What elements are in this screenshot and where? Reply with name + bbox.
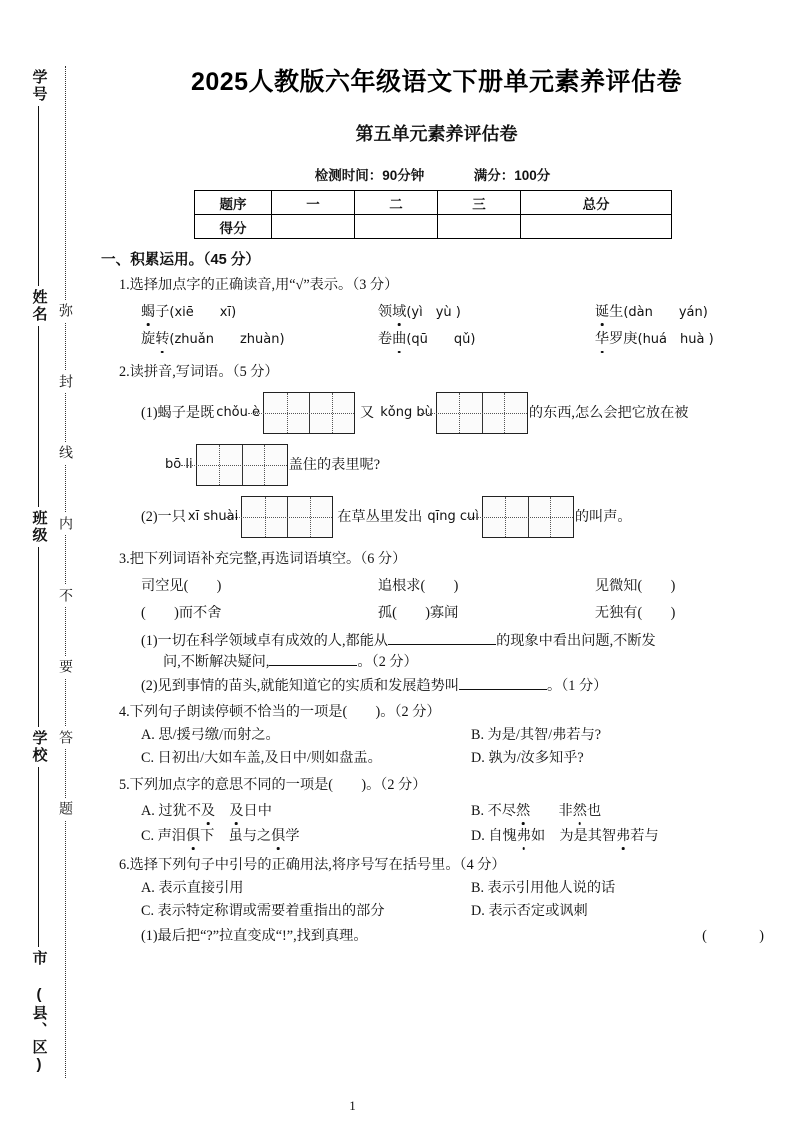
q5-option-b-label: B. xyxy=(471,802,485,819)
q6-option-b[interactable]: B. 表示引用他人说的话 xyxy=(471,879,616,896)
q5-option-d-label: D. xyxy=(471,827,485,844)
seal-warning-char-3: 线 xyxy=(59,442,73,464)
score-table-row-label-0: 题序 xyxy=(195,191,272,215)
q4-option-d[interactable]: D. 孰为/汝多知乎? xyxy=(471,750,584,767)
q2-1-text-c: 的东西,怎么会把它放在被 xyxy=(528,404,689,421)
score-cell-3[interactable] xyxy=(438,215,521,239)
idiom-4[interactable]: ( )而不舍 xyxy=(141,605,222,622)
q6-option-d[interactable]: D. 表示否定或讽刺 xyxy=(471,903,588,920)
section-heading-1: 一、积累运用。（45 分） xyxy=(101,252,260,268)
q2-2-text-b: 在草丛里发出 xyxy=(337,508,423,525)
question-1-stem: 1.选择加点字的正确读音,用“√”表示。（3 分） xyxy=(119,276,399,293)
q1-item-4[interactable]: 旋转(zhuǎn zhuàn) xyxy=(141,329,378,349)
seal-warning-column xyxy=(52,300,80,820)
q4-option-a[interactable]: A. 思/援弓缴/而射之。 xyxy=(141,727,280,744)
score-table-col-1: 一 xyxy=(272,191,355,215)
q6-option-c[interactable]: C. 表示特定称谓或需要着重指出的部分 xyxy=(141,903,385,920)
seal-warning-char-5: 不 xyxy=(59,585,73,607)
student-info-column xyxy=(24,66,54,1078)
q2-1-text-d: 盖住的表里呢? xyxy=(288,456,380,473)
writing-box-2[interactable] xyxy=(436,392,528,434)
seal-label-school: 学校 xyxy=(32,727,47,767)
q1-item-3-pinyin: (dàn yán) xyxy=(623,304,708,320)
answer-blank-1[interactable] xyxy=(388,644,496,645)
exam-content xyxy=(95,250,800,946)
page-subtitle: 第五单元素养评估卷 xyxy=(355,124,518,144)
question-2-stem: 2.读拼音,写词语。（5 分） xyxy=(119,363,279,380)
answer-blank-3[interactable] xyxy=(459,689,547,690)
question-5-options-row-2 xyxy=(119,826,794,846)
question-6-options-row-2 xyxy=(119,901,794,921)
q6-option-a[interactable]: A. 表示直接引用 xyxy=(141,879,244,896)
q1-item-1-pinyin: (xiē xī) xyxy=(169,304,237,320)
q4-option-c[interactable]: C. 日初出/大如车盖,及日中/则如盘盂。 xyxy=(141,750,382,767)
idiom-5[interactable]: 孤( )寡闻 xyxy=(377,605,459,622)
question-2-sub-1-cont xyxy=(119,444,794,486)
score-cell-2[interactable] xyxy=(355,215,438,239)
writing-box-3[interactable] xyxy=(196,444,288,486)
idiom-2[interactable]: 追根求( ) xyxy=(377,578,459,595)
question-5-stem: 5.下列加点字的意思不同的一项是( )。（2 分） xyxy=(119,777,427,794)
q2-1-text-a: (1)蝎子是既 xyxy=(141,404,215,421)
seal-label-name: 姓名 xyxy=(32,286,47,326)
question-3 xyxy=(101,549,794,696)
q6-item-1-text: (1)最后把“?”拉直变成“!”,找到真理。 xyxy=(141,928,368,945)
seal-label-city-district: 市 (县、区) xyxy=(32,947,47,1078)
q6-item-1-answer-bracket[interactable]: ( ) xyxy=(702,928,772,945)
question-1 xyxy=(101,275,794,350)
seal-warning-char-1: 弥 xyxy=(59,300,73,322)
question-3-idiom-row-1 xyxy=(119,576,794,596)
seal-warning-char-6: 要 xyxy=(59,656,73,678)
question-4 xyxy=(101,702,794,768)
seal-margin xyxy=(0,0,95,1132)
q1-item-5[interactable]: 卷曲(qū qǔ) xyxy=(378,329,595,349)
seal-warning-char-2: 封 xyxy=(59,371,73,393)
writing-box-4[interactable] xyxy=(241,496,333,538)
q1-item-2[interactable]: 领域(yì yù ) xyxy=(378,302,595,322)
question-3-stem: 3.把下列词语补充完整,再选词语填空。（6 分） xyxy=(119,550,407,567)
score-table xyxy=(194,190,672,239)
q2-pinyin-bo-li: bō li xyxy=(165,456,193,472)
question-1-row-2 xyxy=(119,329,794,349)
q5-option-b[interactable]: B. 不尽然 非然也 xyxy=(471,801,791,821)
q4-option-b[interactable]: B. 为是/其智/弗若与? xyxy=(471,727,602,744)
seal-warning-char-4: 内 xyxy=(59,513,73,535)
exam-duration: 检测时间：90分钟 xyxy=(314,168,425,183)
q5-option-c[interactable]: C. 声泪俱下 虽与之俱学 xyxy=(141,826,471,846)
question-6 xyxy=(101,855,794,947)
score-table-col-2: 二 xyxy=(355,191,438,215)
writing-box-5[interactable] xyxy=(482,496,574,538)
question-3-fill-1 xyxy=(119,631,794,651)
q5-option-c-label: C. xyxy=(141,827,155,844)
exam-meta xyxy=(95,164,800,184)
question-5-options-row-1 xyxy=(119,801,794,821)
table-row xyxy=(195,191,672,215)
q5-option-a-label: A. xyxy=(141,802,155,819)
q2-pinyin-chou-e: chǒu è xyxy=(216,404,261,420)
answer-blank-2[interactable] xyxy=(269,665,357,666)
question-3-fill-1-cont xyxy=(119,652,794,672)
q3-2-text-b: 。（1 分） xyxy=(547,677,608,694)
q2-pinyin-kong-bu: kǒng bù xyxy=(380,404,433,420)
idiom-1[interactable]: 司空见( ) xyxy=(141,578,222,595)
q2-2-text-c: 的叫声。 xyxy=(574,508,632,525)
question-6-item-1 xyxy=(119,926,794,946)
q1-item-2-pinyin: (yì yù ) xyxy=(406,304,461,320)
table-row xyxy=(195,215,672,239)
score-cell-total[interactable] xyxy=(521,215,672,239)
question-3-fill-2 xyxy=(119,676,794,696)
q3-1-text-d: 。（2 分） xyxy=(357,653,418,670)
q1-item-6-pinyin: (huá huà ) xyxy=(637,332,714,348)
question-3-idiom-row-2 xyxy=(119,603,794,623)
q5-option-a[interactable]: A. 过犹不及 及日中 xyxy=(141,801,471,821)
seal-warning-char-7: 答 xyxy=(59,727,73,749)
exam-full-score: 满分：100分 xyxy=(473,168,551,183)
q2-2-text-a: (2)一只 xyxy=(141,508,186,525)
score-cell-1[interactable] xyxy=(272,215,355,239)
q1-item-4-pinyin: (zhuǎn zhuàn) xyxy=(169,332,285,348)
writing-box-1[interactable] xyxy=(263,392,355,434)
q2-pinyin-xi-shuai: xī shuài xyxy=(187,508,239,524)
score-table-col-3: 三 xyxy=(438,191,521,215)
seal-warning-char-8: 题 xyxy=(59,798,73,820)
question-6-options-row-1 xyxy=(119,878,794,898)
q5-option-d[interactable]: D. 自愧弗如 为是其智弗若与 xyxy=(471,826,791,846)
idiom-6[interactable]: 无独有( ) xyxy=(594,605,676,622)
question-2-sub-2 xyxy=(119,496,794,538)
question-1-row-1 xyxy=(119,302,794,322)
q3-1-text-b: 的现象中看出问题,不断发 xyxy=(496,633,656,650)
seal-label-student-id: 学号 xyxy=(32,66,47,106)
seal-label-class: 班级 xyxy=(32,507,47,547)
question-5 xyxy=(101,775,794,845)
q3-2-text-a: (2)见到事情的苗头,就能知道它的实质和发展趋势叫 xyxy=(141,677,460,694)
q2-pinyin-qing-cui: qīng cuì xyxy=(427,508,479,524)
question-4-stem: 4.下列句子朗读停顿不恰当的一项是( )。（2 分） xyxy=(119,703,441,720)
page-title: 2025人教版六年级语文下册单元素养评估卷 xyxy=(190,68,683,96)
q1-item-3[interactable]: 诞生(dàn yán) xyxy=(595,302,794,322)
q2-1-text-b: 又 xyxy=(360,404,375,421)
q3-1-text-a: (1)一切在科学领域卓有成效的人,都能从 xyxy=(141,633,389,650)
score-table-col-4: 总分 xyxy=(521,191,672,215)
question-6-stem: 6.选择下列句子中引号的正确用法,将序号写在括号里。（4 分） xyxy=(119,856,506,873)
page-number: 1 xyxy=(349,1098,356,1113)
question-4-options-row-1 xyxy=(119,725,794,745)
exam-sheet xyxy=(95,0,800,1132)
question-4-options-row-2 xyxy=(119,748,794,768)
question-2 xyxy=(101,362,794,538)
score-table-row-label-1: 得分 xyxy=(195,215,272,239)
q1-item-5-pinyin: (qū qǔ) xyxy=(406,332,476,348)
q1-item-1[interactable]: 蝎子(xiē xī) xyxy=(141,302,378,322)
q3-1-text-c: 问,不断解决疑问, xyxy=(163,653,270,670)
idiom-3[interactable]: 见微知( ) xyxy=(594,578,676,595)
q1-item-6[interactable]: 华罗庚(huá huà ) xyxy=(595,329,794,349)
question-2-sub-1 xyxy=(119,392,794,434)
